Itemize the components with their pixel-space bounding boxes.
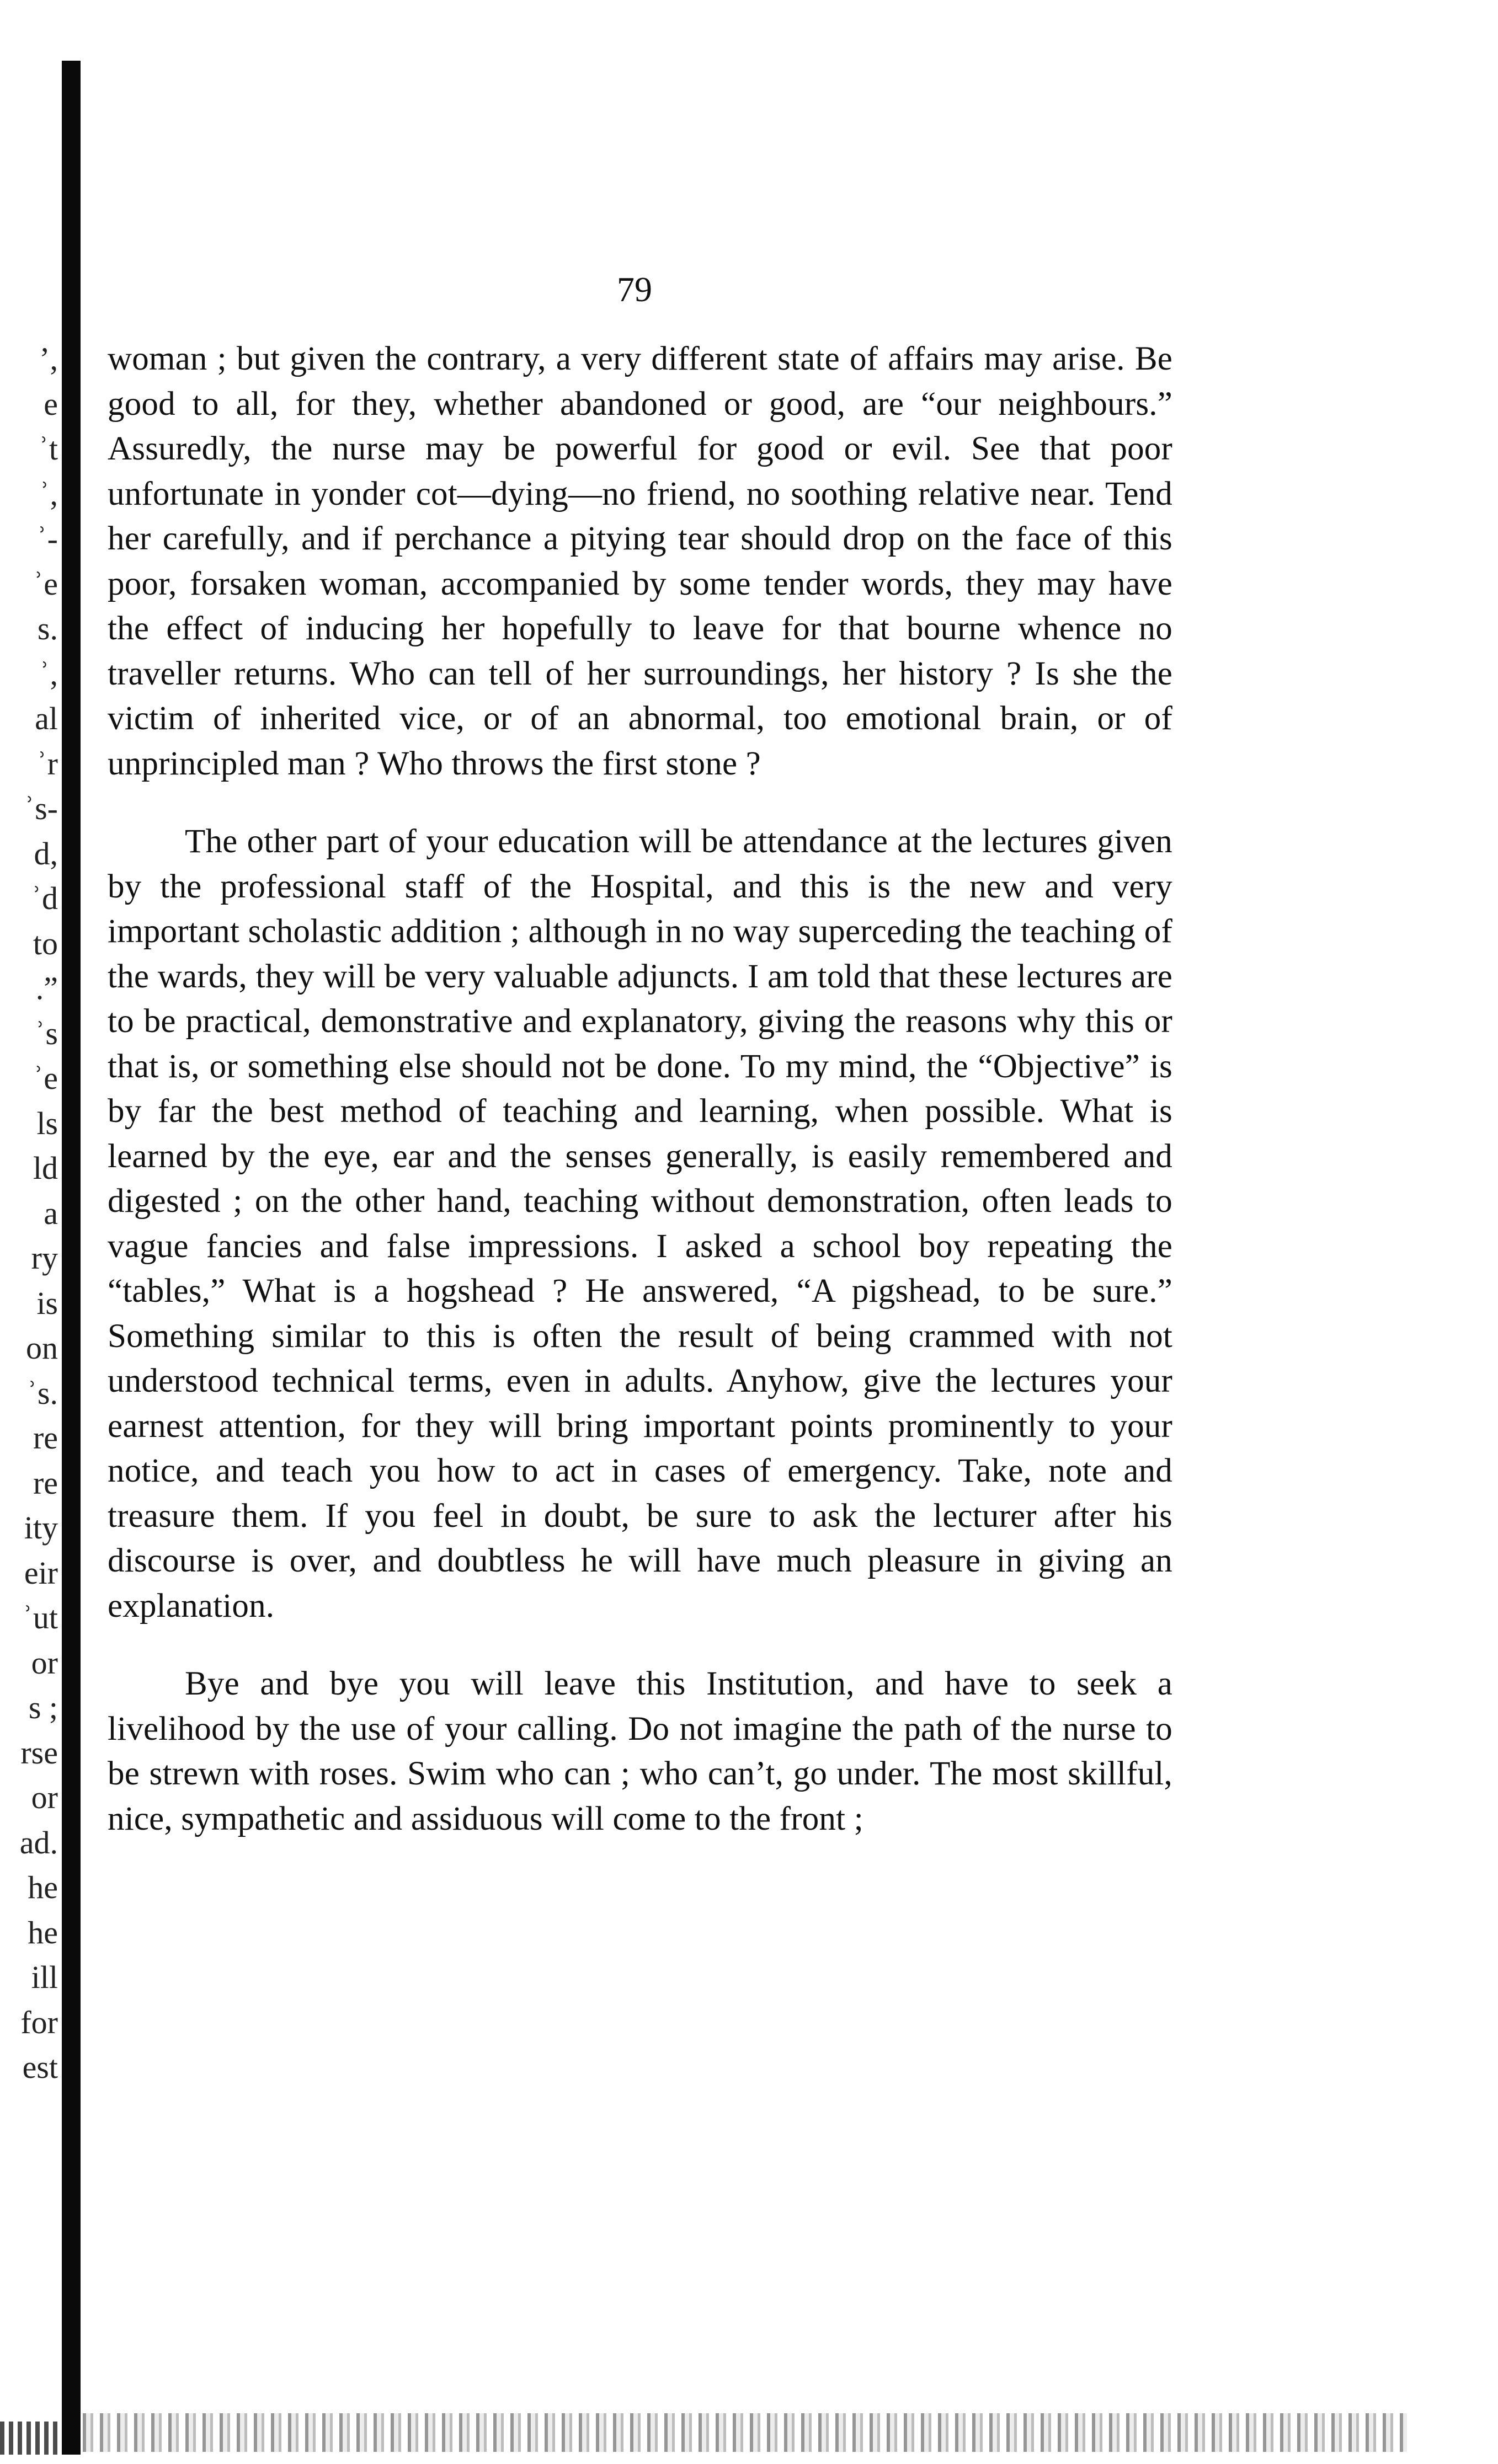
facing-page-fragment: ad.	[19, 1824, 58, 1861]
paragraph-2: The other part of your education will be attendance at the lectures given by the professional staff of the Hospital, and this is the new and very important scholastic addition ; although in no way superceding the teaching of the wards, they will be very valuable adjuncts. I am told that these lectures are to be practical, demonstrative and explanatory, giving the reasons why this or that is, or something else should not be done. To my mind, the “Objective” is by far the best method of teaching and learning, when possible. What is learned by the eye, ear and the senses generally, is easily remembered and digested ; on the other hand, teaching without demonstration, often leads to vague fancies and false impressions. I asked a school boy repeating the “tables,” What is a hogshead ? He answered, “A pigshead, to be sure.” Something similar to this is often the result of being crammed with not understood technical terms, even in adults. Anyhow, give the lectures your earnest attention, for they will bring important points prominently to your notice, and teach you how to act in cases of emergency. Take, note and treasure them. If you feel in doubt, be sure to ask the lecturer after his discourse is over, and doubtless he will have much pleasure in giving an explanation.	[108, 823, 1172, 1624]
facing-page-fragment: s ;	[28, 1690, 58, 1725]
facing-page-fragment: ʾe	[33, 565, 58, 602]
scan-artifact-left	[0, 2422, 61, 2455]
facing-page-fragment: rse	[20, 1734, 58, 1771]
facing-page-fragment: ʾ,	[39, 475, 58, 512]
facing-page-fragment: ʾt	[38, 431, 58, 467]
facing-page-fragment: .”	[35, 970, 58, 1006]
page-number: 79	[617, 270, 652, 309]
facing-page-fragment: re	[33, 1420, 58, 1456]
facing-page-fragment: or	[31, 1644, 58, 1681]
paragraph-3: Bye and bye you will leave this Institution, and have to seek a livelihood by the use of your calling. Do not imagine the path of the nurse to be strewn with roses. Swim who can ; who can’t, go under. The most skillful, nice, sympathetic and assiduous will come to the front ;	[108, 1665, 1172, 1837]
facing-page-fragment: ill	[31, 1959, 58, 1995]
facing-page-fragment: eir	[24, 1554, 58, 1591]
body-text	[108, 336, 1172, 1841]
facing-page-fragment: e	[44, 386, 58, 422]
facing-page-fragment: ʾut	[22, 1600, 58, 1635]
facing-page-fragments	[0, 336, 58, 2090]
facing-page-fragment: ʾ,	[39, 655, 58, 692]
facing-page-fragment: ʾ-	[36, 521, 58, 557]
facing-page-fragment: on	[26, 1330, 58, 1366]
facing-page-fragment: for	[20, 2004, 58, 2040]
facing-page-fragment: he	[28, 1869, 58, 1905]
facing-page-fragment: ʾe	[33, 1060, 58, 1096]
facing-page-fragment: to	[33, 925, 58, 961]
facing-page-fragment: ls	[36, 1105, 58, 1141]
facing-page-fragment: ld	[33, 1150, 58, 1186]
facing-page-fragment: is	[36, 1285, 58, 1321]
facing-page-fragment: d,	[34, 835, 58, 872]
facing-page-fragment: ity	[24, 1510, 58, 1546]
scan-artifact-bottom	[83, 2413, 1407, 2452]
facing-page-fragment: a	[44, 1195, 58, 1231]
facing-page-fragment: ʾs-	[24, 790, 58, 826]
facing-page-fragment: ’,	[39, 341, 58, 377]
facing-page-fragment: ʾr	[36, 745, 58, 782]
binding-edge	[62, 61, 81, 2455]
facing-page-fragment: ry	[31, 1240, 58, 1276]
facing-page-fragment: he	[28, 1914, 58, 1950]
facing-page-fragment: re	[33, 1464, 58, 1501]
paragraph-1: woman ; but given the contrary, a very different state of affairs may arise. Be good to all, for they, whether abandoned or good, are “our neighbours.” Assuredly, the nurse may be powerful for good or evil. See that poor unfortunate in yonder cot—dying—no friend, no soothing relative near. Tend her carefully, and if perchance a pitying tear should drop on the face of this poor, forsaken woman, accompanied by some tender words, they may have the effect of inducing her hopefully to leave for that bourne whence no traveller returns. Who can tell of her surroundings, her history ? Is she the victim of inherited vice, or of an abnormal, too emotional brain, or of unprincipled man ? Who throws the first stone ?	[108, 340, 1172, 782]
facing-page-fragment: al	[35, 701, 58, 736]
facing-page-fragment: or	[31, 1779, 58, 1815]
facing-page-fragment: est	[22, 2049, 58, 2085]
facing-page-fragment: ʾd	[31, 880, 58, 916]
facing-page-fragment: ʾs.	[26, 1375, 58, 1411]
facing-page-fragment: s.	[37, 611, 58, 646]
facing-page-fragment: ʾs	[35, 1015, 58, 1051]
